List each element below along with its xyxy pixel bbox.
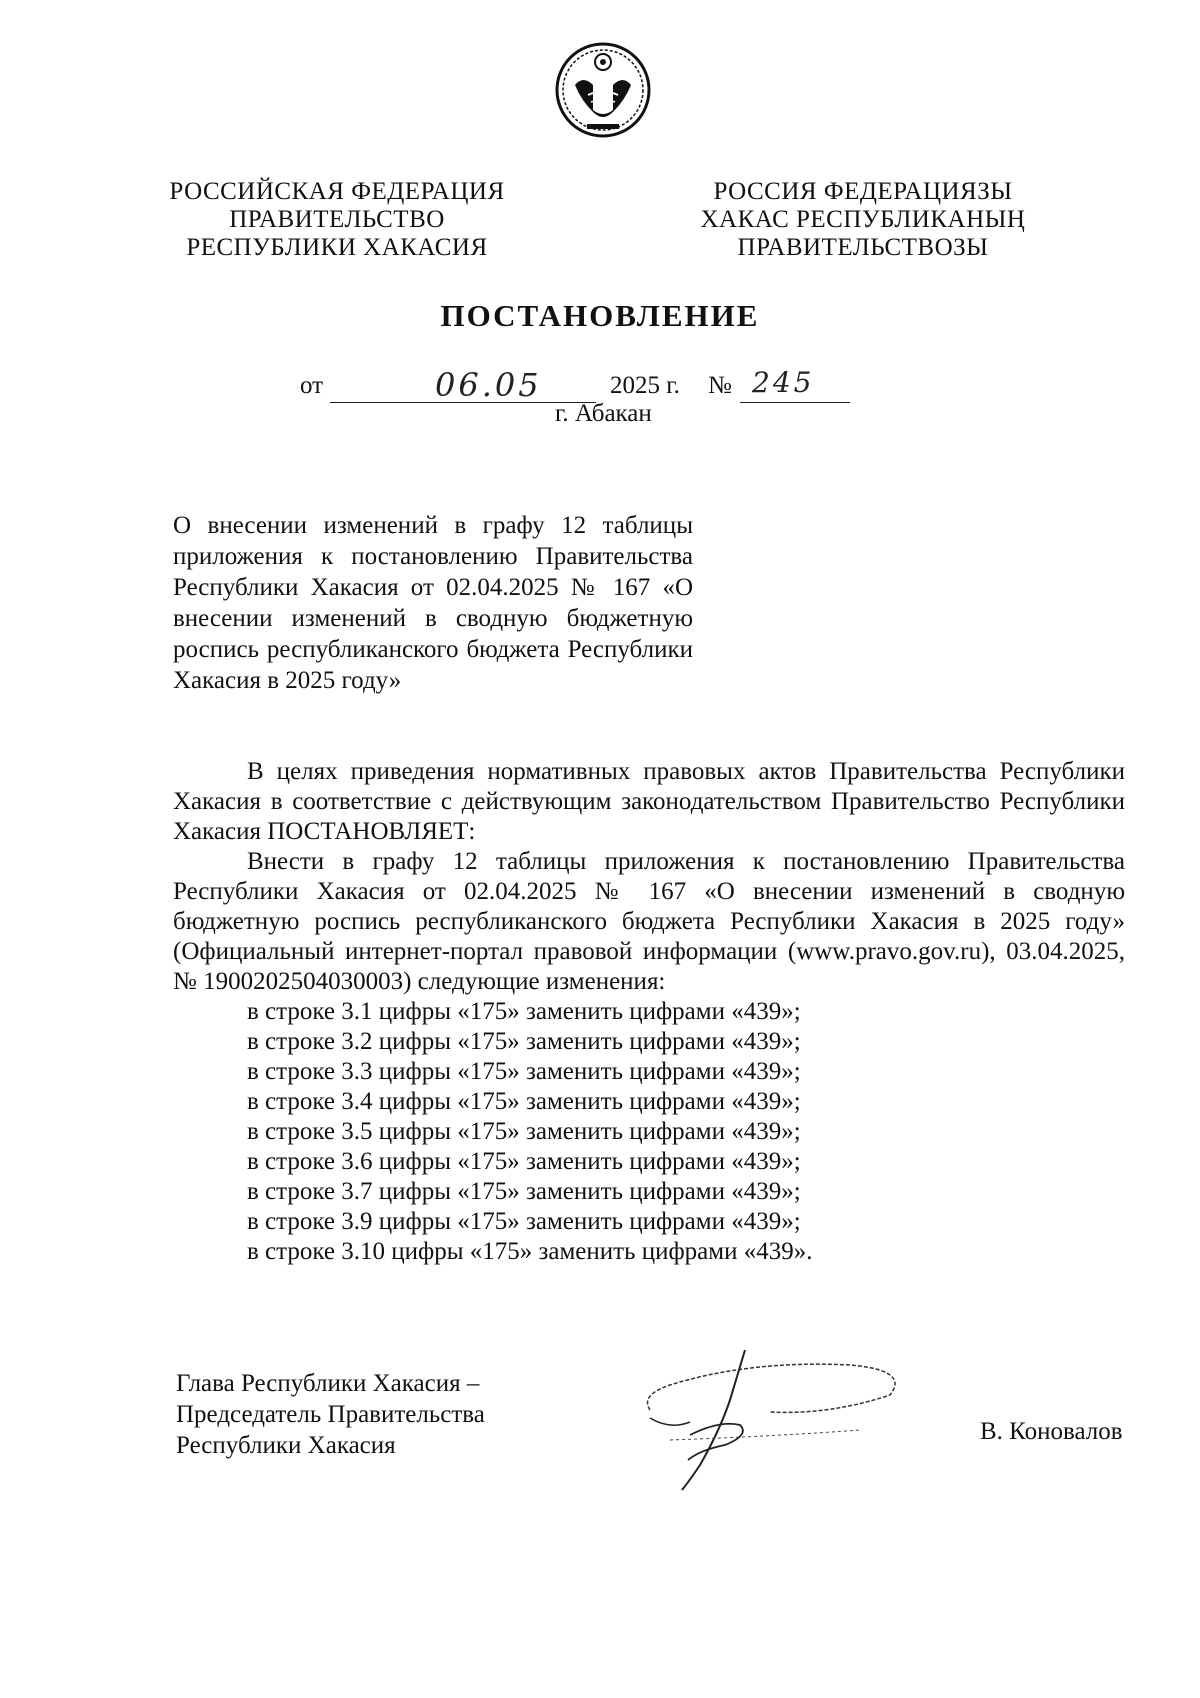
list-item: в строке 3.3 цифры «175» заменить цифрами «439»; [247, 1058, 801, 1085]
signatory-position-line-2: Председатель Правительства [176, 1401, 485, 1428]
list-item: в строке 3.4 цифры «175» заменить цифрами «439»; [247, 1088, 801, 1115]
number-label: № [708, 372, 732, 399]
header-ru-line-3: РЕСПУБЛИКИ ХАКАСИЯ [186, 234, 488, 261]
signatory-position [176, 1368, 485, 1461]
list-item: в строке 3.2 цифры «175» заменить цифрами «439»; [247, 1028, 801, 1055]
header-kjh-line-3: ПРАВИТЕЛЬСТВОЗЫ [737, 234, 989, 261]
header-kjh-line-2: ХАКАС РЕСПУБЛИКАНЫҢ [700, 206, 1026, 233]
handwritten-signature [630, 1340, 950, 1500]
number-underline [740, 402, 850, 403]
date-handwritten: 06.05 [435, 366, 542, 404]
header-kjh [688, 178, 1038, 262]
signatory-position-line-3: Республики Хакасия [176, 1432, 396, 1459]
document-subject: О внесении изменений в графу 12 таблицы приложения к постановлению Правительства Республики Хакасия от 02.04.2025 № 167 «О внесении изменений в сводную бюджетную роспись республиканского бюджета Республики Хакасия в 2025 году» [173, 512, 693, 694]
list-item: в строке 3.9 цифры «175» заменить цифрами «439»; [247, 1208, 801, 1235]
document-title: ПОСТАНОВЛЕНИЕ [440, 298, 760, 333]
header-ru-line-2: ПРАВИТЕЛЬСТВО [229, 206, 445, 233]
signatory-name: В. Коновалов [980, 1418, 1123, 1445]
header-ru [167, 178, 507, 262]
changes-list [173, 997, 1125, 1267]
header-kjh-line-1: РОССИЯ ФЕДЕРАЦИЯЗЫ [713, 178, 1013, 205]
coat-of-arms-icon [553, 40, 653, 140]
city: г. Абакан [555, 400, 652, 427]
list-item: в строке 3.10 цифры «175» заменить цифрами «439». [247, 1238, 813, 1265]
body-paragraph-2: Внести в графу 12 таблицы приложения к постановлению Правительства Республики Хакасия от 02.04.2025 № 167 «О внесении изменений в сводную бюджетную роспись республиканского бюджета Республики Хакасия в 2025 году» (Официальный интернет-портал правовой информации (www.pravo.gov.ru), 03.04.2025, № 1900202504030003) следующие изменения: [173, 848, 1125, 995]
document-body [173, 757, 1125, 1267]
body-paragraph-1: В целях приведения нормативных правовых актов Правительства Республики Хакасия в соответствие с действующим законодательством Правительство Республики Хакасия ПОСТАНОВЛЯЕТ: [173, 758, 1125, 845]
header-ru-line-1: РОССИЙСКАЯ ФЕДЕРАЦИЯ [169, 178, 505, 205]
date-prefix: от [300, 372, 324, 399]
signatory-position-line-1: Глава Республики Хакасия – [176, 1370, 480, 1397]
list-item: в строке 3.6 цифры «175» заменить цифрами «439»; [247, 1148, 801, 1175]
list-item: в строке 3.5 цифры «175» заменить цифрами «439»; [247, 1118, 801, 1145]
date-year: 2025 г. [610, 372, 680, 399]
list-item: в строке 3.1 цифры «175» заменить цифрами «439»; [247, 998, 801, 1025]
number-handwritten: 245 [752, 366, 815, 399]
list-item: в строке 3.7 цифры «175» заменить цифрами «439»; [247, 1178, 801, 1205]
